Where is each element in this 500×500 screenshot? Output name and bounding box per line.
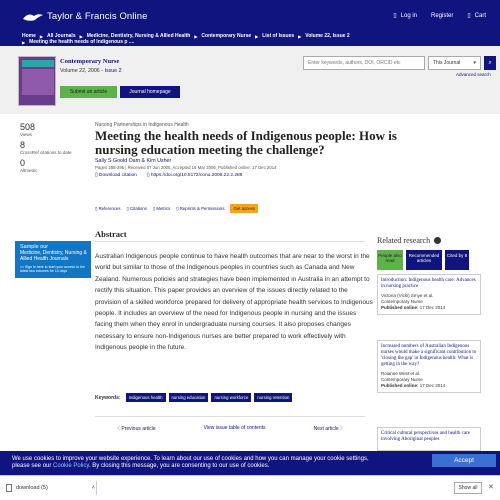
register-link[interactable] [431, 12, 453, 19]
chevron-right-icon: 〉 [338, 425, 345, 432]
article-title: Meeting the health needs of Indigenous people: How is nursing education meeting the challenge? [95, 128, 397, 157]
chevron-right-icon: ▶ [194, 33, 198, 39]
download-item[interactable] [6, 484, 95, 492]
crossref-count: 8 [20, 140, 26, 150]
related-card[interactable] [377, 427, 481, 451]
related-card[interactable] [377, 274, 481, 315]
keyword-tag[interactable]: nursing workforce [211, 393, 251, 402]
chevron-up-icon[interactable]: ˄ [91, 485, 96, 491]
download-item-label: download (5) [16, 485, 48, 491]
published-label: Published online: [381, 305, 419, 310]
login-label: Log in [400, 12, 417, 19]
views-label: Views [20, 132, 32, 137]
cookie-text [12, 456, 432, 470]
keyword-tag[interactable]: Indigenous health [126, 393, 166, 402]
published-date: 17 Dec 2014 [419, 305, 446, 310]
tab-cited-by[interactable]: Cited by 8 [445, 250, 469, 270]
breadcrumb-issues[interactable]: List of Issues [262, 33, 295, 39]
published-date: 17 Dec 2014 [419, 383, 446, 388]
journal-title[interactable]: Contemporary Nurse [60, 58, 120, 65]
metrics-label: Metrics [156, 205, 171, 211]
breadcrumb-subject[interactable]: Medicine, Dentistry, Nursing & Allied Health [86, 33, 191, 39]
login-link[interactable] [393, 12, 417, 19]
citations-icon: ▯ [126, 205, 131, 211]
chevron-down-icon: ▾ [473, 60, 476, 66]
divider [95, 241, 365, 242]
submit-article-button[interactable]: Submit an article [60, 86, 117, 98]
chevron-left-icon: 〈 [115, 425, 122, 432]
tab-people-also-read[interactable]: People also read [377, 250, 403, 270]
article-header [95, 122, 495, 178]
get-access-button[interactable]: Get access [230, 204, 258, 213]
doi-label: https://doi.org/10.5172/conu.2006.22.2.288 [150, 173, 243, 178]
metrics-tab[interactable] [153, 206, 170, 212]
cookie-text-line2b: . By closing this message, you are consenting to our use of cookies. [88, 463, 270, 469]
abstract-text: Australian Indigenous people continue to have health outcomes that are near to the worst in the world but similar to those of the Indigenous peoples in countries such as Canada and New Zealand. Numerous policies and strategies have been implemented in Australia in an attempt to rectify this situation. This paper provides an overview of the issues directly related to the provision of a skilled workforce prepared for delivery of appropriate health services to Indigenous people. It includes an overview of the need for Indigenous people in nursing and the issues facing them when they enrol in undergraduate nursing courses. It also proposes changes necessary to ensure non-Indigenous nurses are better prepared to work effectively with Indigenous people in the future. [95, 253, 373, 352]
next-article-link[interactable] [314, 425, 345, 432]
previous-article-label: Previous article [121, 425, 156, 432]
previous-article-link[interactable] [115, 425, 156, 432]
keyword-tag[interactable]: nursing education [169, 393, 209, 402]
altmetric-label: Altmetric [20, 168, 38, 173]
breadcrumb-journal[interactable]: Contemporary Nurse [201, 33, 252, 39]
user-icon: ▯ [393, 13, 397, 19]
chevron-right-icon: ▶ [39, 33, 43, 39]
link-icon: ▯ [146, 173, 151, 178]
journal-cover[interactable] [18, 56, 56, 106]
cart-label: Cart [474, 12, 486, 19]
cookie-banner [0, 451, 500, 475]
keywords-label: Keywords: [95, 394, 121, 401]
related-card-title[interactable]: Increased numbers of Australian Indigenous nurses would make a significant contribution to 'closing the gap' in Indigenous health: What is getting in the way? [381, 344, 477, 367]
brand-name: Taylor & Francis Online [47, 11, 148, 22]
download-citation-label: Download citation [98, 173, 137, 178]
cookie-policy-link[interactable]: Cookie Policy [53, 463, 89, 469]
views-count: 508 [20, 122, 36, 132]
doi-link[interactable] [147, 173, 242, 178]
journal-homepage-button[interactable]: Journal homepage [120, 86, 180, 98]
sample-journals-ad[interactable] [15, 241, 91, 278]
ad-line3: >> Sign in here to start your access to the latest two volumes for 14 days [20, 265, 85, 273]
reprints-icon: ▯ [176, 205, 180, 211]
related-card-journal: Contemporary Nurse [381, 377, 423, 382]
breadcrumb [0, 33, 500, 46]
related-research [377, 236, 487, 263]
article-pages: Pages 288-295 | Received 07 Jun 2005, Accepted 16 Mar 2006, Published online: 17 Dec 2014 [95, 165, 277, 170]
article-tools [95, 204, 258, 213]
search-scope-value: This Journal [433, 60, 461, 66]
references-tab[interactable] [95, 206, 121, 212]
info-icon[interactable] [434, 237, 441, 244]
abstract-heading: Abstract [95, 229, 127, 239]
issue-toc-link[interactable]: View issue table of contents [203, 425, 266, 431]
related-card[interactable] [377, 340, 481, 393]
published-label: Published online: [381, 383, 419, 388]
keywords [95, 393, 292, 402]
breadcrumb-volume[interactable]: Volume 22, Issue 2 [305, 33, 350, 39]
related-card-published [378, 383, 480, 392]
references-label: References [98, 205, 121, 211]
search-input[interactable]: Enter keywords, authors, DOI, ORCID etc [303, 56, 425, 70]
reprints-tab[interactable] [176, 206, 224, 212]
close-icon[interactable]: ✕ [488, 484, 494, 491]
article-pager [95, 420, 365, 436]
reprints-label: Reprints & Permissions [179, 205, 225, 211]
related-card-published [378, 305, 480, 314]
journal-volume [60, 68, 122, 74]
related-card-title[interactable]: Critical cultural perspectives and health care involving Aboriginal peoples [381, 431, 470, 442]
citations-tab[interactable] [127, 206, 147, 212]
download-icon: ▯ [95, 173, 99, 178]
metrics-icon: ▯ [152, 205, 157, 211]
ad-line1: Sample our [20, 244, 49, 250]
file-icon [6, 484, 12, 492]
breadcrumb-home[interactable]: Home [22, 33, 36, 39]
search-button[interactable] [484, 56, 496, 70]
chevron-right-icon: ▶ [298, 33, 302, 39]
cart-link[interactable] [467, 12, 486, 19]
logo-icon [22, 11, 44, 23]
search-icon: ⌕ [488, 59, 492, 66]
divider [95, 416, 365, 417]
site-header [0, 0, 500, 33]
tab-recommended-articles[interactable]: Recommended articles [406, 250, 442, 270]
advanced-search-link[interactable]: Advanced search [456, 72, 491, 77]
related-card-title[interactable]: Introduction: Indigenous health care: Advances in nursing practice [381, 278, 476, 289]
cookie-text-line2a: please see our [12, 463, 54, 469]
next-article-label: Next article [313, 425, 339, 432]
article-metrics [20, 122, 80, 176]
ad-line2: Medicine, Dentistry, Nursing & Allied Health Journals [20, 250, 87, 262]
cart-icon: ▯ [467, 13, 471, 19]
related-heading: Related research [377, 236, 431, 245]
brand-logo[interactable] [22, 11, 148, 23]
breadcrumb-current: Meeting the health needs of Indigenous p .... [29, 39, 135, 45]
chevron-right-icon: ▶ [79, 33, 83, 39]
related-card-journal: Contemporary Nurse [381, 299, 423, 304]
article-authors[interactable]: Sally S Goold Oam & Kim Usher [95, 158, 172, 164]
related-card-author: Roianne West et al. [381, 371, 421, 376]
register-label: Register [431, 12, 454, 19]
downloads-bar [0, 475, 500, 500]
volume-text: Volume 22, 2006 - [60, 68, 105, 74]
article-category: Nursing Partnerships in Indigenous Health [95, 122, 189, 128]
chevron-right-icon: ▶ [255, 33, 259, 39]
chevron-right-icon: ▶ [22, 39, 26, 45]
search-scope-select[interactable] [428, 56, 481, 70]
divider [96, 481, 97, 495]
altmetric-count: 0 [20, 158, 26, 168]
accept-cookies-button[interactable]: Accept [432, 454, 496, 467]
breadcrumb-all-journals[interactable]: All Journals [46, 33, 76, 39]
download-citation-link[interactable] [95, 173, 137, 178]
issue-link[interactable]: Issue 2 [104, 68, 122, 74]
citations-label: Citations [130, 205, 147, 211]
journal-header [0, 46, 500, 114]
references-icon: ▯ [95, 205, 99, 211]
show-all-button[interactable]: Show all [454, 482, 482, 494]
related-card-author: Victoria (Vicki) Smye et al. [381, 293, 434, 298]
crossref-label: CrossRef citations to date [20, 150, 72, 155]
cookie-text-line1: We use cookies to improve your website experience. To learn about our use of cookies and how you can manage your cookie settings, [12, 456, 369, 462]
keyword-tag[interactable]: nursing retention [254, 393, 292, 402]
